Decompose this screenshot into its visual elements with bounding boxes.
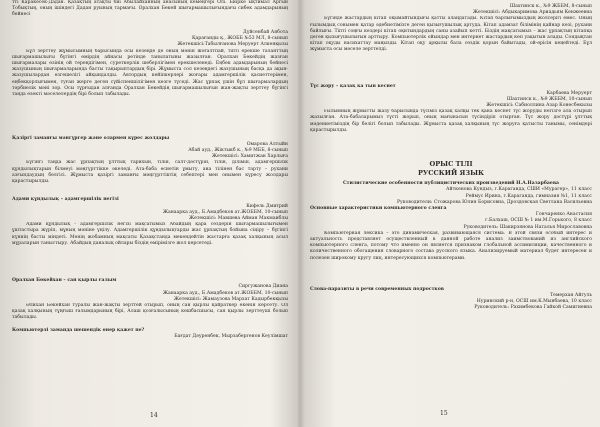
- r-article4-supervisor: Руководитель: Шакирзянова Наталья Мирославовна: [463, 224, 592, 230]
- right-page: [302, 0, 596, 427]
- r-article4-school: г.Балхаш, ОСШ № 1 им.М.Горького, 8 класс: [485, 218, 592, 224]
- article3-supervisor: Жетекшісі: Мавшева Айман Макмаиблы: [188, 216, 288, 222]
- article2-author: Омарова Алтыйн: [246, 141, 288, 147]
- heading-2: Қазіргі заманғы мәнгүргер және олармен күрес жолдары: [12, 135, 170, 141]
- r-heading-2: Түс жору – қазақ ка тын кеснет: [310, 84, 396, 90]
- article1-school: Қарағанды қ., ЖОББ №53 МЛ, 8-сынып: [191, 36, 288, 42]
- article3-school: Жанаарка ауд., Б.Амадбеков ат.ЖОББМ, 10-сынып: [162, 209, 288, 215]
- r-article1-supervisor: Жетекшісі: Абдыкаримова Ариадьям Кенжеевна: [472, 10, 592, 16]
- section-title-russian: РУССКИЙ ЯЗЫК: [417, 169, 485, 178]
- page-number-left: 14: [150, 412, 158, 419]
- r-article3-author: Айткенова Кундыз, г.Караганда, СШИ «Мурагер», 11 класс: [446, 187, 592, 193]
- section-title-kazakh: ОРЫС ТІЛІ: [429, 160, 473, 169]
- r-article5-author: Темерхан Айгуль: [550, 293, 592, 299]
- r-article2-school: Шахтинск к., №9 ЖББМ, 10-сынып: [506, 96, 592, 102]
- article1-body: Бұл зерттеу жұмысымның барысында осы кезеңде де оның мәнін жоғалтпай, тіпті ерекше таланттың шығармашылығы бүгінгі өмірдің айнасы ретінде танылатыны жазылған. Оралхан Бөкейдің жазған шығармалары өзінің ой тереңдігімен, суреткерлік шеберлігімен ерекшеленеді. Еңбек адамдарының бейнесі жазушының шығармаларында басты тақырыптардың бірі. Жұмыста сол кезеңдегі жазушының басқа да ақын-жазушылардан өзгешелігі айқындалды. Автордың кейіпкерлері жоғары адамгершілік қасиеттерімен, еңбекқорлығымен, туған жерге деген сүйіспеншілігімен көзге түседі. Жас ұрпақ үшін бұл шығармалардың тәрбиелік мәні зор. Осы тұрғыдан алғанда Оралхан Бөкейдің шығармашылығын жан-жақты зерттеу бүгінгі таңда өзекті мәселелердің бірі болып табылады.: [12, 48, 288, 98]
- article2-body: Бүгінгі таңда жас ұрпақтың ұлттық тарихын, тілін, салт-дәстүрін, тілін, ділімін, адамгершілік құндылықтарын білмеуі мәңгүрттікке әкеледі. Ата-баба өсиетін ұмыту, ана тілінен бас тарту – рухани азғындаудың белгісі. Жұмыста қазіргі заманғы мәңгүрттіктің себептері мен онымен күресу жолдары қарастырылды.: [12, 160, 288, 185]
- article4-author: Сиргужанова Диана: [238, 284, 288, 290]
- article4-supervisor: Жетекшісі: Жамаузова Мархат Кадырбекқызы: [173, 296, 288, 302]
- heading-5: Компьютерлі заманда шешендік өнер қажет пе?: [12, 328, 145, 334]
- r-heading-4: Основные характеристики компьютерного сленга: [310, 206, 447, 212]
- r-article4-author: Гончаренко Анастасия: [535, 212, 592, 218]
- r-heading-5: Слова-паразиты в речи современных подростков: [310, 286, 444, 292]
- article3-body: Адами құндылық - адамгершілік негізі мақсатымыз Абайдың қара сөздерін шығармашылығымен ұштастыра жүріп, мұның мәніне үңілу. Адамгершілік құндылықтарды жас ұрпақтың бойына сіңіру – бүгінгі күннің басты міндеті. Менің жобамның мақсаты Қазақстанда мекендейтін жастарға қазақ халқының асыл мұраларын таныстыру. Абайдың даналық ойлары біздің өмірімізге жол көрсетеді.: [12, 222, 288, 246]
- r-article5-school: Нуринский р-н, ОСШ им.К.Мынбаева, 10 класс: [476, 299, 592, 305]
- r-article4-body: Компьютерная лексика – это динамическая, развивающаяся система. В этой связи особый интерес и актуальность представляет осуществленный в данной работе анализ заимствований из английского компьютерного сленга, потому что именно он является признаком глобальной ассимиляции, качественного и количественного обогащения словарного состава русского языка. Анализируемый материал будет интересен и полезен широкому кругу лиц, интересующихся компьютерами.: [310, 230, 592, 261]
- article1-supervisor: Жетекшісі:Табылғанова Меруерт Алкенқызы: [177, 42, 288, 48]
- top-lines: тті Каракесек-Дадан. Қазақтың атақты биі Абылайханның анасының кемеңгері Олі. Биірке ықтимал Аргын Тобықтың, оның ішіндегі Дадан руының тармағы. Оралхан Бөкей шығармашылығындағы сибек адамдарының бейнесі: [12, 0, 288, 18]
- article2-school: Абай ауд., Жіктыкб к., №9 МББ, 8-сынып: [188, 148, 288, 154]
- r-article3-author2: Реймус Ирина, г.Караганда, гимназия №1, 11 класс: [465, 193, 592, 199]
- r-article2-body: Ғылымның жұмысты жазу барысында түсіміз қазақ халқы тек қана кеснет түс жоруды негізге ала отырып жазылған. Ата-бабаларымыз түсті жорып, оның мағынасын түсіндіріп отырған. Түс жору дәстүрі ұлттық мәдениетіміздің бір бөлігі болып табылады. Жұмыста қазақ халқының түс жоруға қатысты танымы, сенімдері қарастырылды.: [310, 109, 592, 133]
- article4-body: Әлихан Бөкейхан туралы жан-жақты зерттей отырып, оның сан қырлы қайраткер екенін көрсету. Ол қазақ халқының тұңғыш ғалымдарының бірі, Алаш қозғалысының көшбасшысы, сан қырлы зерттеуші болып табылады.: [12, 303, 288, 321]
- article2-supervisor: Жетекшісі: Хамитжан Харлыға: [211, 154, 288, 160]
- r-article5-supervisor: Руководитель: Рахимбекова Гайкой Самигиевна: [474, 305, 592, 311]
- article1-author: Дүйсенбай Аябота: [243, 30, 288, 35]
- page-number-right: 15: [440, 410, 448, 417]
- article4-school: Жанаарка ауд., Б.Амадбеков ат.ЖОББМ, 10-сынып: [162, 290, 288, 296]
- left-page: [6, 0, 292, 427]
- heading-3: Адами құндылық – адамгершілік негізі: [12, 197, 119, 203]
- r-article2-supervisor: Жетекшісі: Сабиоллина Азар Конесбекызы: [486, 103, 592, 109]
- article3-author: Кифель Дмитрий: [246, 203, 288, 209]
- r-article2-author: Карбаева Меруерт: [546, 90, 592, 96]
- r-article3-title: Стилистические особенности публицистических произведений Н.А.Назарбаева: [343, 181, 559, 187]
- heading-4: Оралхан Бөкейхан – сан қырлы ғалым: [12, 278, 117, 284]
- r-article1-body: Бүгінде жастардың кітап оқымайтындығы қатты алаңдатады. Кітап барлығымыздың жолсерігі емес. Оның ғылымдық сонымен қатар әдебиетімізге деген қызығушылық артуда. Кітап адамзат білімінің қайнар көзі, рухани байлығы. Тіпті соңғы кездері кітап оқитындардың саны азайып кетті. Біздің мақсатымыз – жас ұрпақтың кітапқа деген қызығушылығын арттыру. Компьютерлік ойындар мен интернет жастардың көп уақытын алады. Сондықтан кітап оқуды насихаттау маңызды. Кітап оқу арқылы бала сөздік қорын байытады, ой-өрісін кеңейтеді. Бұл жұмыста осы мәселе зерттелді.: [310, 16, 592, 53]
- r-article1-author: Шахтинск к., №9 ЖББМ, 8-сынып: [509, 4, 592, 9]
- r-article3-supervisor: Руководители: Стожарова Юлия Борисовна, Дроздовская Светлана Васильевна: [396, 199, 592, 205]
- article5-author: Бағдат Дәуренбек, Мырзабергенов Кеулімшат: [174, 334, 288, 340]
